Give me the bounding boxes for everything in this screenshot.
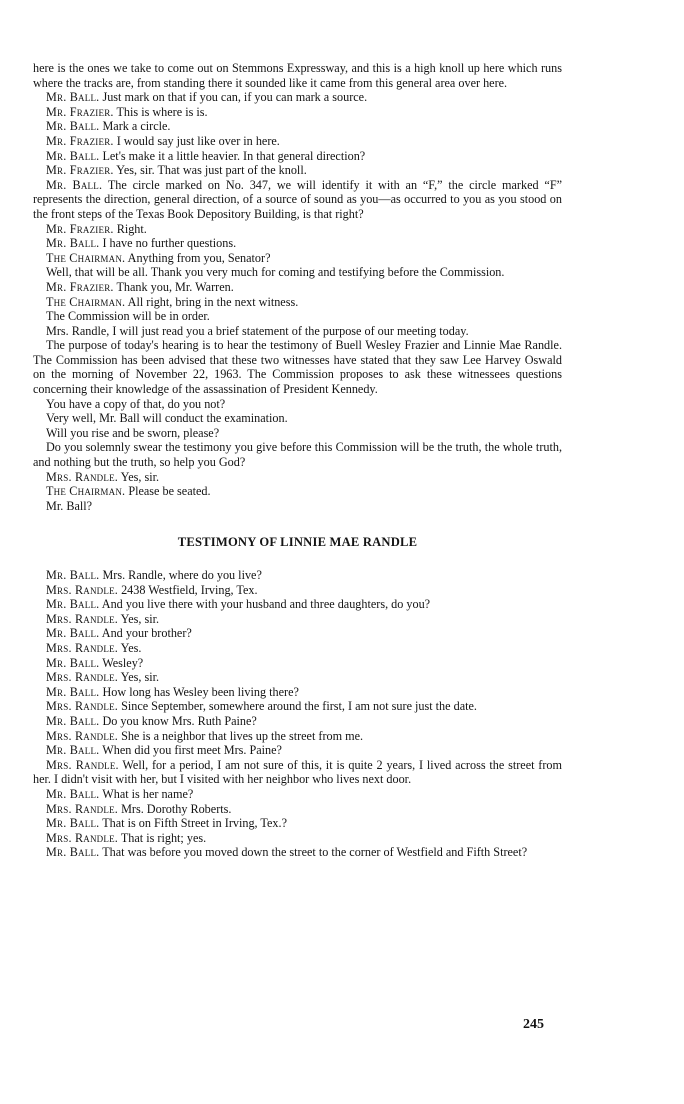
speaker-label: Mrs. Randle. (46, 611, 119, 626)
paragraph-text: I would say just like over in here. (116, 133, 280, 148)
paragraph-text: The circle marked on No. 347, we will identify it with an “F,” the circle marked “F” represents the direction, general direction, of a source of sound as you—as occurred to you as you stood on the front steps of the Texas Book Depository Building, is that right? (33, 177, 563, 221)
paragraph (33, 411, 562, 426)
paragraph-text: The purpose of today's hearing is to hear the testimony of Buell Wesley Frazier and Linnie Mae Randle. The Commission has been advised that these two witnesses have stated that they saw Lee Harvey Oswald on the morning of November 22, 1963. The Commission proposes to ask these witnessees questions concerning their knowledge of the assassination of President Kennedy. (33, 338, 562, 397)
paragraph-text: Right. (116, 221, 147, 236)
paragraph (33, 163, 562, 178)
paragraph-text: Do you know Mrs. Ruth Paine? (102, 713, 257, 728)
paragraph (33, 714, 562, 729)
speaker-label: Mr. Ball. (46, 845, 100, 860)
paragraph (33, 178, 562, 222)
paragraph-text: Anything from you, Senator? (127, 250, 271, 265)
paragraph (33, 90, 562, 105)
paragraph (33, 499, 562, 514)
paragraph-text: And you live there with your husband and three daughters, do you? (101, 597, 431, 612)
paragraph-text: Very well, Mr. Ball will conduct the examination. (46, 411, 288, 426)
paragraph-text: 2438 Westfield, Irving, Tex. (121, 582, 258, 597)
paragraph-text: That is on Fifth Street in Irving, Tex.? (102, 816, 287, 831)
paragraph-text: Yes, sir. (120, 611, 160, 626)
paragraph (33, 440, 562, 469)
paragraph (33, 626, 562, 641)
speaker-label: Mr. Ball. (46, 816, 100, 831)
paragraph (33, 641, 562, 656)
speaker-label: Mrs. Randle. (46, 469, 119, 484)
paragraph-text: All right, bring in the next witness. (127, 294, 299, 309)
speaker-label: Mr. Frazier. (46, 133, 114, 148)
speaker-label: Mr. Frazier. (46, 221, 114, 236)
speaker-label: Mr. Ball. (46, 743, 100, 758)
paragraph-text: This is where is is. (116, 104, 208, 119)
paragraph (33, 656, 562, 671)
paragraph-text: Mrs. Dorothy Roberts. (121, 801, 232, 816)
speaker-label: Mrs. Randle. (46, 728, 119, 743)
speaker-label: Mr. Ball. (46, 148, 100, 163)
speaker-label: Mr. Ball. (46, 236, 100, 251)
paragraph (33, 105, 562, 120)
paragraph-text: Well, that will be all. Thank you very much for coming and testifying before the Commission. (46, 265, 505, 280)
testimony-after (33, 568, 562, 860)
paragraph (33, 324, 562, 339)
speaker-label: Mr. Frazier. (46, 104, 114, 119)
paragraph-text: Will you rise and be sworn, please? (46, 425, 220, 440)
paragraph-text: Mark a circle. (102, 119, 171, 134)
speaker-label: Mr. Ball. (46, 626, 100, 641)
section-heading: TESTIMONY OF LINNIE MAE RANDLE (177, 535, 418, 550)
speaker-label: Mr. Ball. (46, 90, 100, 105)
speaker-label: Mr. Frazier. (46, 279, 114, 294)
speaker-label: Mr. Ball. (46, 568, 100, 582)
paragraph-text: Please be seated. (128, 484, 211, 499)
speaker-label: Mr. Ball. (46, 177, 103, 192)
speaker-label: Mr. Ball. (46, 119, 100, 134)
paragraph (33, 295, 562, 310)
paragraph-text: She is a neighbor that lives up the street from me. (121, 728, 364, 743)
paragraph (33, 119, 562, 134)
paragraph (33, 802, 562, 817)
speaker-label: Mrs. Randle. (46, 699, 119, 714)
paragraph-text: Wesley? (102, 655, 144, 670)
paragraph (33, 265, 562, 280)
speaker-label: Mrs. Randle. (46, 670, 119, 685)
paragraph-text: Let's make it a little heavier. In that general direction? (102, 148, 366, 163)
speaker-label: Mrs. Randle. (46, 801, 119, 816)
speaker-label: Mrs. Randle. (46, 757, 119, 772)
speaker-label: Mrs. Randle. (46, 582, 119, 597)
paragraph (33, 397, 562, 412)
speaker-label: Mr. Ball. (46, 684, 100, 699)
paragraph (33, 470, 562, 485)
paragraph-text: Well, for a period, I am not sure of this, it is quite 2 years, I lived across the street from her. I didn't visit with her, but I visited with her neighbor who lives next door. (33, 757, 562, 787)
paragraph-text: How long has Wesley been living there? (102, 684, 299, 699)
paragraph (33, 251, 562, 266)
paragraph (33, 484, 562, 499)
paragraph-text: Thank you, Mr. Warren. (116, 279, 234, 294)
speaker-label: The Chairman. (46, 294, 126, 309)
speaker-label: Mrs. Randle. (46, 640, 119, 655)
speaker-label: The Chairman. (46, 250, 126, 265)
speaker-label: Mr. Frazier. (46, 163, 114, 178)
paragraph-text: Yes, sir. (120, 469, 160, 484)
speaker-label: Mr. Ball. (46, 597, 100, 612)
paragraph-text: What is her name? (102, 786, 194, 801)
paragraph (33, 568, 562, 583)
paragraph (33, 743, 562, 758)
paragraph (33, 845, 562, 860)
paragraph (33, 758, 562, 787)
speaker-label: Mr. Ball. (46, 713, 100, 728)
testimony-before (33, 61, 562, 513)
paragraph (33, 61, 562, 90)
paragraph-text: Yes, sir. That was just part of the knoll. (116, 163, 307, 178)
paragraph-text: The Commission will be in order. (46, 309, 210, 324)
paragraph (33, 149, 562, 164)
paragraph-text: Yes, sir. (120, 670, 160, 685)
paragraph-text: Mrs. Randle, where do you live? (102, 568, 262, 582)
speaker-label: Mr. Ball. (46, 786, 100, 801)
speaker-label: The Chairman. (46, 484, 126, 499)
paragraph-text: I have no further questions. (102, 236, 237, 251)
paragraph-text: When did you first meet Mrs. Paine? (102, 743, 282, 758)
paragraph (33, 787, 562, 802)
paragraph (33, 699, 562, 714)
paragraph (33, 816, 562, 831)
speaker-label: Mr. Ball. (46, 655, 100, 670)
paragraph (33, 670, 562, 685)
paragraph (33, 309, 562, 324)
speaker-label: Mrs. Randle. (46, 830, 119, 845)
document-page (33, 61, 562, 860)
paragraph-text: Since September, somewhere around the first, I am not sure just the date. (121, 699, 477, 714)
paragraph-text: And your brother? (101, 626, 192, 641)
paragraph (33, 134, 562, 149)
paragraph (33, 583, 562, 598)
paragraph (33, 729, 562, 744)
paragraph (33, 685, 562, 700)
paragraph (33, 222, 562, 237)
paragraph-text: Just mark on that if you can, if you can mark a source. (102, 90, 368, 105)
paragraph-text: That was before you moved down the street to the corner of Westfield and Fifth Street? (102, 845, 528, 860)
paragraph (33, 338, 562, 396)
paragraph (33, 236, 562, 251)
paragraph-text: here is the ones we take to come out on Stemmons Expressway, and this is a high knoll up here which runs where the tracks are, from standing there it sounded like it came from this general area over here. (33, 61, 562, 90)
paragraph (33, 597, 562, 612)
page-number: 245 (523, 1017, 544, 1032)
paragraph (33, 612, 562, 627)
paragraph-text: Yes. (120, 640, 142, 655)
paragraph (33, 280, 562, 295)
paragraph-text: You have a copy of that, do you not? (46, 396, 226, 411)
paragraph-text: Do you solemnly swear the testimony you give before this Commission will be the truth, the whole truth, and nothing but the truth, so help you God? (33, 440, 562, 470)
paragraph (33, 831, 562, 846)
paragraph-text: Mr. Ball? (46, 498, 93, 513)
paragraph-text: That is right; yes. (120, 830, 207, 845)
paragraph (33, 426, 562, 441)
paragraph-text: Mrs. Randle, I will just read you a brief statement of the purpose of our meeting today. (46, 323, 469, 338)
